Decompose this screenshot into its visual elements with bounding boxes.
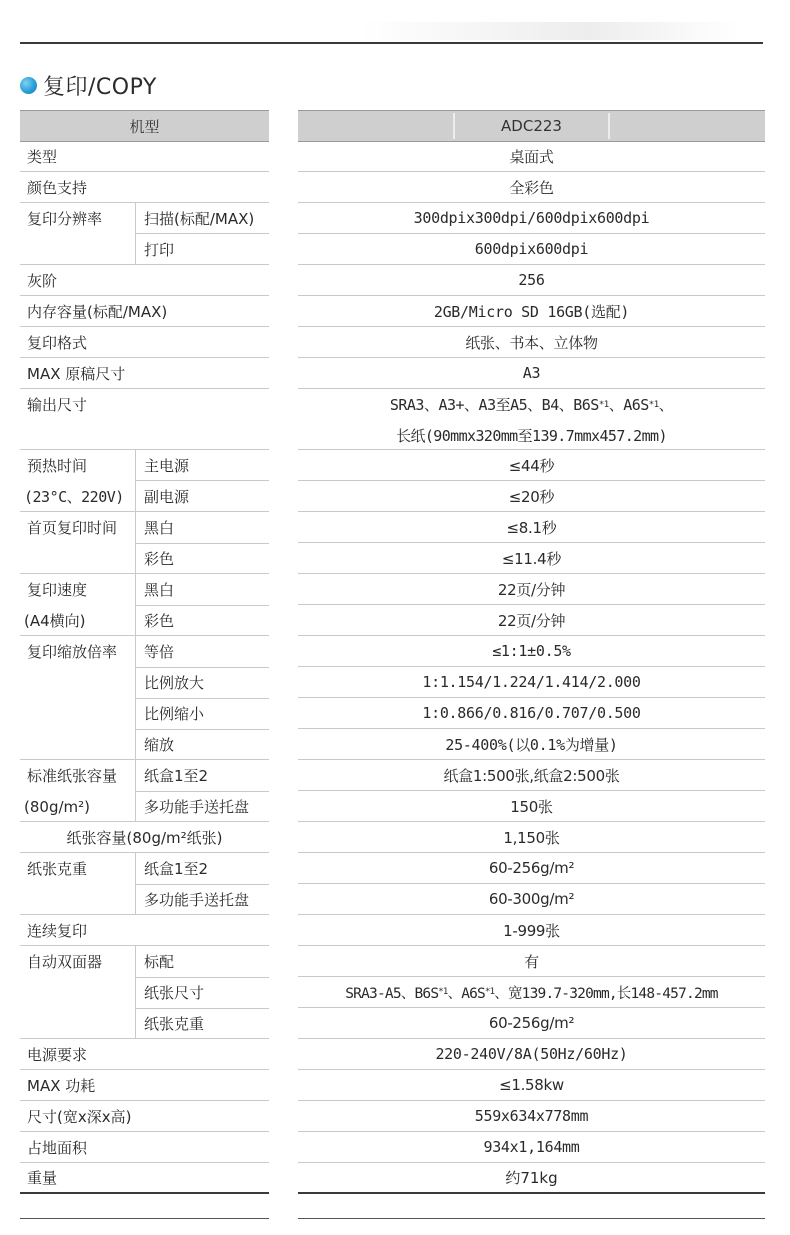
value-print-resolution: 600dpix600dpi	[298, 234, 765, 265]
value-output-size	[298, 389, 765, 450]
value-first-copy-color: ≤11.4秒	[298, 543, 765, 574]
value-speed-bw: 22页/分钟	[298, 574, 765, 605]
bullet-dot-icon	[20, 77, 37, 94]
value-dimensions: 559x634x778mm	[298, 1101, 765, 1132]
value-reduce: 1:0.866/0.816/0.707/0.500	[298, 698, 765, 729]
model-name: ADC223	[501, 117, 562, 135]
value-memory: 2GB/Micro SD 16GB(选配)	[298, 296, 765, 327]
cell-divider	[135, 946, 136, 1039]
spec-row-grayscale-label	[20, 265, 269, 296]
model-header-value	[298, 110, 765, 142]
value-duplex-paper-size: SRA3-A5、B6S *1 、A6S *1 、宽139.7-320mm,长148-457.2mm	[298, 977, 765, 1008]
sublabel-color: 彩色	[144, 612, 175, 630]
sublabel-tray-1-2: 纸盒1至2	[144, 860, 209, 878]
label-standard-paper-capacity: 标准纸张容量	[27, 767, 118, 785]
label-copy-speed-condition: (A4横向)	[24, 612, 86, 630]
cell-divider	[135, 203, 136, 265]
label-memory: 内存容量(标配/MAX)	[27, 303, 168, 321]
label-grayscale: 灰阶	[27, 272, 58, 290]
value-max-original: A3	[298, 358, 765, 389]
sublabel-bw: 黑白	[144, 519, 175, 537]
sublabel-scan: 扫描(标配/MAX)	[144, 209, 255, 228]
value-total-paper-capacity: 1,150张	[298, 822, 765, 853]
value-duplex-standard: 有	[298, 946, 765, 977]
value-tray-weight: 60-256g/m²	[298, 853, 765, 884]
sublabel-same-size: 等倍	[144, 643, 175, 661]
label-weight: 重量	[27, 1169, 58, 1187]
section-title: 复印/COPY	[43, 74, 157, 100]
label-continuous-copy: 连续复印	[27, 922, 88, 940]
label-color: 颜色支持	[27, 179, 88, 197]
value-scan-resolution: 300dpix300dpi/600dpix600dpi	[298, 203, 765, 234]
value-grayscale: 256	[298, 265, 765, 296]
output-size-text-a: SRA3、A3+、A3至A5、B4、B6S	[389, 396, 599, 414]
value-tray-capacity: 纸盒1:500张,纸盒2:500张	[298, 760, 765, 791]
value-main-power-warmup: ≤44秒	[298, 450, 765, 481]
label-max-power: MAX 功耗	[27, 1077, 96, 1095]
duplex-size-text-a: SRA3-A5、B6S	[345, 985, 439, 1002]
header-separator	[453, 113, 455, 139]
footer-divider	[298, 1218, 765, 1219]
sublabel-enlarge: 比例放大	[144, 674, 205, 692]
label-warmup: 预热时间	[27, 457, 88, 475]
sublabel-sub-power: 副电源	[144, 488, 190, 506]
sublabel-color: 彩色	[144, 550, 175, 568]
value-speed-color: 22页/分钟	[298, 605, 765, 636]
sublabel-bw: 黑白	[144, 581, 175, 599]
header-separator	[608, 113, 610, 139]
sublabel-reduce: 比例缩小	[144, 705, 205, 723]
top-divider	[20, 42, 763, 44]
value-sub-power-warmup: ≤20秒	[298, 481, 765, 512]
value-zoom: 25-400%(以0.1%为增量)	[298, 729, 765, 760]
value-bypass-capacity: 150张	[298, 791, 765, 822]
output-size-text-c: 、	[658, 396, 674, 414]
output-size-line-1: SRA3、A3+、A3至A5、B4、B6S *1 、A6S *1 、	[389, 396, 674, 414]
value-duplex-paper-weight: 60-256g/m²	[298, 1008, 765, 1039]
sublabel-paper-size: 纸张尺寸	[144, 984, 205, 1002]
label-copy-speed: 复印速度	[27, 581, 88, 599]
value-same-size: ≤1:1±0.5%	[298, 636, 765, 667]
table-bottom-border	[298, 1192, 765, 1194]
label-warmup-condition: (23°C、220V)	[24, 488, 124, 506]
sublabel-tray-1-2: 纸盒1至2	[144, 767, 209, 785]
label-duplex: 自动双面器	[27, 953, 103, 971]
label-total-paper-capacity: 纸张容量(80g/m²纸张)	[20, 822, 269, 853]
label-type: 类型	[27, 148, 58, 166]
value-enlarge: 1:1.154/1.224/1.414/2.000	[298, 667, 765, 698]
cell-divider	[135, 450, 136, 512]
output-size-line-2: 长纸(90mmx320mm至139.7mmx457.2mm)	[396, 426, 667, 445]
duplex-size-text-c: 、宽139.7-320mm,长148-457.2mm	[494, 985, 718, 1002]
value-bypass-weight: 60-300g/m²	[298, 884, 765, 915]
sublabel-print: 打印	[144, 241, 175, 259]
section-heading	[20, 68, 157, 102]
label-output-size: 输出尺寸	[27, 396, 88, 414]
value-continuous-copy: 1-999张	[298, 915, 765, 946]
label-zoom: 复印缩放倍率	[27, 643, 118, 661]
footer-divider	[20, 1218, 269, 1219]
label-format: 复印格式	[27, 334, 88, 352]
label-resolution: 复印分辨率	[27, 209, 103, 228]
value-weight: 约71kg	[505, 1169, 558, 1187]
value-max-power: ≤1.58kw	[298, 1070, 765, 1101]
sublabel-bypass-tray: 多功能手送托盘	[144, 891, 250, 909]
sublabel-standard: 标配	[144, 953, 175, 971]
duplex-size-text-b: 、A6S	[447, 985, 485, 1002]
output-size-text-b: 、A6S	[608, 396, 649, 414]
value-footprint: 934x1,164mm	[298, 1132, 765, 1163]
spec-row-type-label	[20, 141, 269, 172]
value-first-copy-bw: ≤8.1秒	[298, 512, 765, 543]
value-type: 桌面式	[298, 141, 765, 172]
sublabel-paper-weight: 纸张克重	[144, 1015, 205, 1033]
label-footprint: 占地面积	[27, 1139, 88, 1157]
label-power: 电源要求	[27, 1046, 88, 1064]
model-header-label: 机型	[20, 110, 269, 142]
label-first-copy: 首页复印时间	[27, 519, 118, 537]
table-bottom-border	[20, 1192, 269, 1194]
label-paper-weight: 纸张克重	[27, 860, 88, 878]
sublabel-main-power: 主电源	[144, 457, 190, 475]
label-paper-weight-note: (80g/m²)	[24, 797, 90, 816]
value-power: 220-240V/8A(50Hz/60Hz)	[298, 1039, 765, 1070]
value-color: 全彩色	[298, 172, 765, 203]
value-format: 纸张、书本、立体物	[298, 327, 765, 358]
sublabel-zoom: 缩放	[144, 736, 175, 754]
label-dimensions: 尺寸(宽x深x高)	[27, 1108, 132, 1126]
header-decoration	[360, 22, 740, 40]
label-max-original: MAX 原稿尺寸	[27, 365, 126, 383]
sublabel-bypass-tray: 多功能手送托盘	[144, 798, 250, 816]
